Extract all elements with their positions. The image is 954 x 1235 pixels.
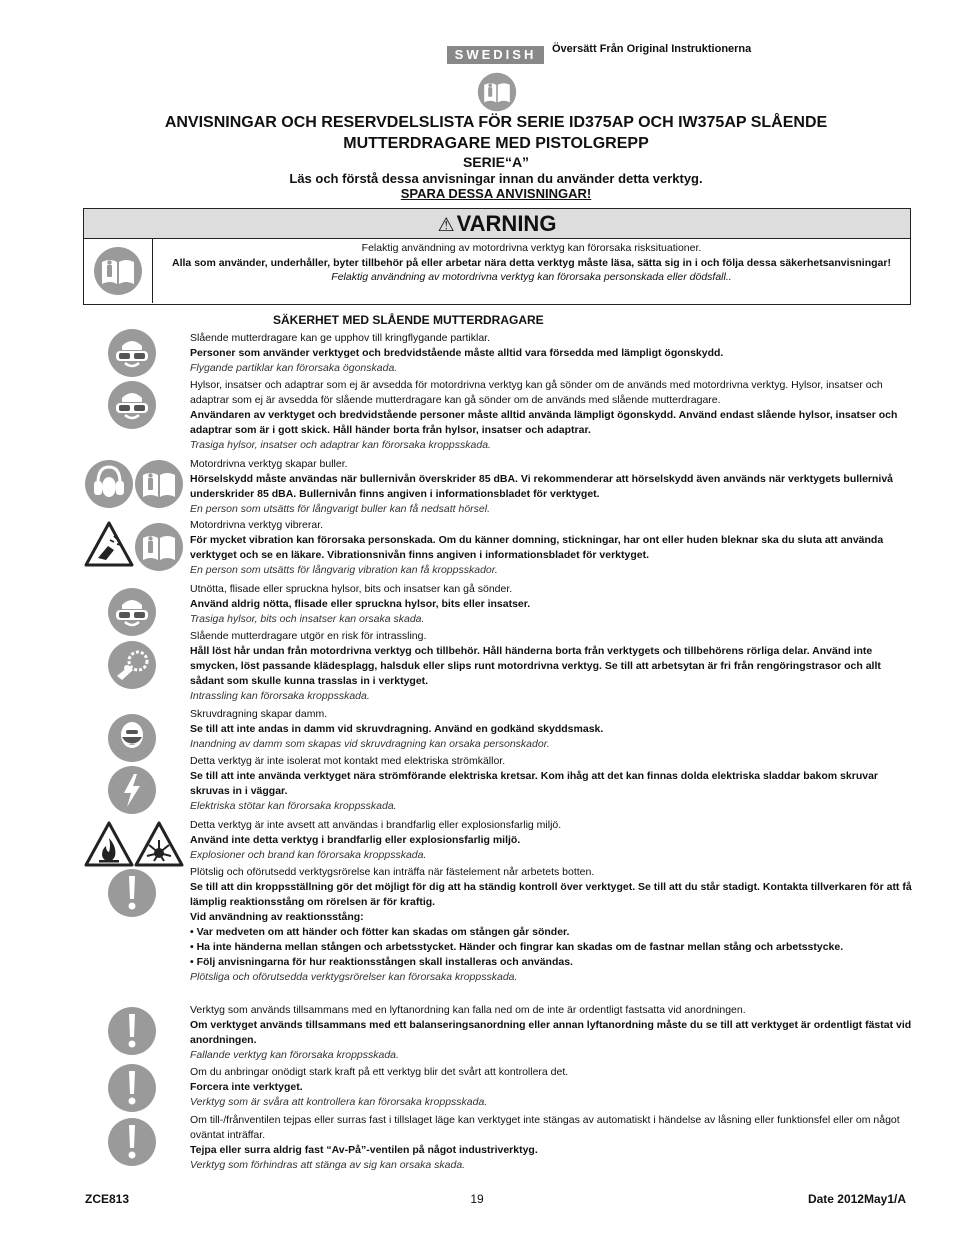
warning-header xyxy=(84,209,910,239)
safety-block: Motordrivna verktyg skapar buller. Hörselskydd måste användas när bullernivån överskrider 85 dBA. Vi rekommenderar att hörselskydd även används när verktygets bullernivå underskrider 85 dBA. Bullernivån finns angiven i informationsbladet för verktyget. En person som utsätts för långvarigt buller kan få nedsatt hörsel. xyxy=(190,458,894,515)
safety-block: Detta verktyg är inte avsett att användas i brandfarlig eller explosionsfarlig miljö. Använd inte detta verktyg i brandfarlig eller explosionsfarlig miljö. Explosioner och brand kan förorsaka kroppsskada. xyxy=(190,819,562,861)
section-title: SÄKERHET MED SLÅENDE MUTTERDRAGARE xyxy=(273,313,544,327)
vibration-hazard-icon xyxy=(84,520,134,570)
eye-protection-icon xyxy=(107,380,157,430)
ear-protection-icon xyxy=(84,459,134,509)
read-manual-icon xyxy=(93,246,143,296)
flammable-icon xyxy=(84,820,134,870)
save-instructions: SPARA DESSA ANVISNINGAR! xyxy=(400,186,592,201)
dust-mask-icon xyxy=(107,713,157,763)
warning-line-bold: Alla som använder, underhåller, byter tillbehör på eller arbetar nära detta verktyg måste läsa, sätta sig in i och följa dessa säkerhetsanvisningar! xyxy=(172,256,891,269)
safety-block: Hylsor, insatser och adaptrar som ej är avsedda för motordrivna verktyg kan gå sönder om de används med motordrivna verktyg. Hylsor, insatser och adaptrar som ej är avsedda för slående mutterdragare kan gå sönder om de används med slående mutterdragare. Användaren av verktyget och bredvidstående personer måste alltid använda lämpligt ögonskydd. Använd endast slående hylsor, insatser och adaptrar som är i gott skick. Håll händer borta från hylsor, insatser och adaptrar. Trasiga hylsor, insatser och adaptrar kan förorsaka kroppsskada. xyxy=(190,379,898,451)
eye-protection-icon xyxy=(107,587,157,637)
eye-protection-icon xyxy=(107,328,157,378)
language-badge: SWEDISH xyxy=(447,46,544,64)
safety-block: Slående mutterdragare kan ge upphov till kringflygande partiklar. Personer som använder verktyget och bredvidstående måste alltid vara försedda med lämpligt ögonskydd. Flygande partiklar kan förorsaka ögonskada. xyxy=(190,332,724,374)
warning-line: Felaktig användning av motordrivna verktyg kan förorsaka risksituationer. xyxy=(361,242,702,254)
series-label: SERIE“A” xyxy=(462,154,530,170)
safety-block: Slående mutterdragare utgör en risk för intrassling. Håll löst hår undan från motordrivna verktyg och tillbehör. Håll händerna borta från verktygets och tillbehörens rörliga delar. Använd inte smycken, löst passande klädesplagg, halsduk eller slips runt motordrivna verktyg. Se till att arbetsytan är fri från rengöringstrasor och allt sådant som skulle kunna trasslas in i verktyget. Intrassling kan förorsaka kroppsskada. xyxy=(190,630,881,702)
safety-block: Om du anbringar onödigt stark kraft på ett verktyg blir det svårt att kontrollera det. Forcera inte verktyget. Verktyg som är svåra att kontrollera kan förorsaka kroppsskada. xyxy=(190,1066,569,1108)
safety-block: Motordrivna verktyg vibrerar. För mycket vibration kan förorsaka personskada. Om du känner domning, stickningar, har ont eller huden bleknar ska du sluta att använda verktyget och se en läkare. Vibrationsnivån finns angiven i informationsbladet för verktyget. En person som utsätts för långvarig vibration kan få kroppsskador. xyxy=(190,519,884,576)
general-warning-icon xyxy=(107,1117,157,1167)
safety-block: Detta verktyg är inte isolerat mot kontakt med elektriska strömkällor. Se till att inte använda verktyget nära strömförande elektriska kretsar. Kom ihåg att det kan finnas dolda elektriska sladdar bakom skruvar skruvas in i väggar. Elektriska stötar kan förorsaka kroppsskada. xyxy=(190,755,879,812)
read-manual-icon xyxy=(134,522,184,572)
general-warning-icon xyxy=(107,1006,157,1056)
warning-title: VARNING xyxy=(456,211,557,236)
bullet-item: • Ha inte händerna mellan stången och arbetsstycket. Händer och fingrar kan skadas om de fastnar mellan stång och arbetsstycke. xyxy=(190,941,844,953)
warning-box xyxy=(83,208,911,305)
warning-triangle-icon: ⚠ xyxy=(437,215,455,236)
doc-number: ZCE813 xyxy=(85,1192,130,1206)
page-number: 19 xyxy=(470,1192,484,1206)
translated-note: Översätt Från Original Instruktionerna xyxy=(552,43,752,55)
explosive-icon xyxy=(134,820,184,870)
safety-block: Verktyg som används tillsammans med en lyftanordning kan falla ned om de inte är ordentligt fastsatta vid anordningen. Om verktyget används tillsammans med ett balanseringsanordning eller annan lyftanordning måste du se till att verktyget är ordentligt fästat vid anordningen. Fallande verktyg kan förorsaka kroppsskada. xyxy=(190,1004,912,1061)
safety-block: Utnötta, flisade eller spruckna hylsor, bits och insatser kan gå sönder. Använd aldrig nötta, flisade eller spruckna hylsor, bits eller insatser. Trasiga hylsor, bits och insatser kan orsaka skada. xyxy=(190,583,531,625)
doc-date: Date 2012May1/A xyxy=(807,1192,906,1206)
read-instructions: Läs och förstå dessa anvisningar innan du använder detta verktyg. xyxy=(289,171,703,186)
entanglement-hazard-icon xyxy=(107,640,157,690)
general-warning-icon xyxy=(107,1063,157,1113)
page-title: ANVISNINGAR OCH RESERVDELSLISTA FÖR SERIE ID375AP OCH IW375AP SLÅENDE MUTTERDRAGARE MED PISTOLGREPP xyxy=(164,114,828,152)
safety-block: Om till-/frånventilen tejpas eller surras fast i tillslaget läge kan verktyget inte stängas av automatiskt i händelse av låsning eller funktionsfel eller om något oväntat inträffar. Tejpa eller surra aldrig fast “Av-På”-ventilen på något industriverktyg. Verktyg som förhindras att stänga av sig kan orsaka skada. xyxy=(190,1114,900,1171)
read-manual-icon xyxy=(477,72,517,112)
safety-block: Skruvdragning skapar damm. Se till att inte andas in damm vid skruvdragning. Använd en godkänd skyddsmask. Inandning av damm som skapas vid skruvdragning kan orsaka personskador. xyxy=(190,708,604,750)
general-warning-icon xyxy=(107,868,157,918)
electric-shock-icon xyxy=(107,765,157,815)
safety-block: Plötslig och oförutsedd verktygsrörelse kan inträffa när fästelement når arbetets botten. Se till att din kroppsställning gör det möjligt för dig att ha ständig kontroll över verktyget. Se till att du står stadigt. Kontakta tillverkaren för att få lämplig reaktionsstång om rörelsen är för kraftig. Vid användning av reaktionsstång: • Var medveten om att händer och fötter kan skadas om stången går sönder. • Ha inte händerna mellan stången och arbetsstycket. Händer och fingrar kan skadas om de fastnar mellan stång och arbetsstycke. • Följ anvisningarna för hur reaktionsstången skall installeras och användas. Plötsliga och oförutsedda verktygsrörelser kan förorsaka kroppsskada. xyxy=(190,865,915,985)
bullet-item: • Följ anvisningarna för hur reaktionsstången skall installeras och användas. xyxy=(190,956,573,968)
read-manual-icon xyxy=(134,459,184,509)
bullet-item: • Var medveten om att händer och fötter kan skadas om stången går sönder. xyxy=(190,926,570,938)
warning-text xyxy=(153,239,910,303)
warning-line-italic: Felaktig användning av motordrivna verktyg kan förorsaka personskada eller dödsfall.. xyxy=(331,271,732,283)
